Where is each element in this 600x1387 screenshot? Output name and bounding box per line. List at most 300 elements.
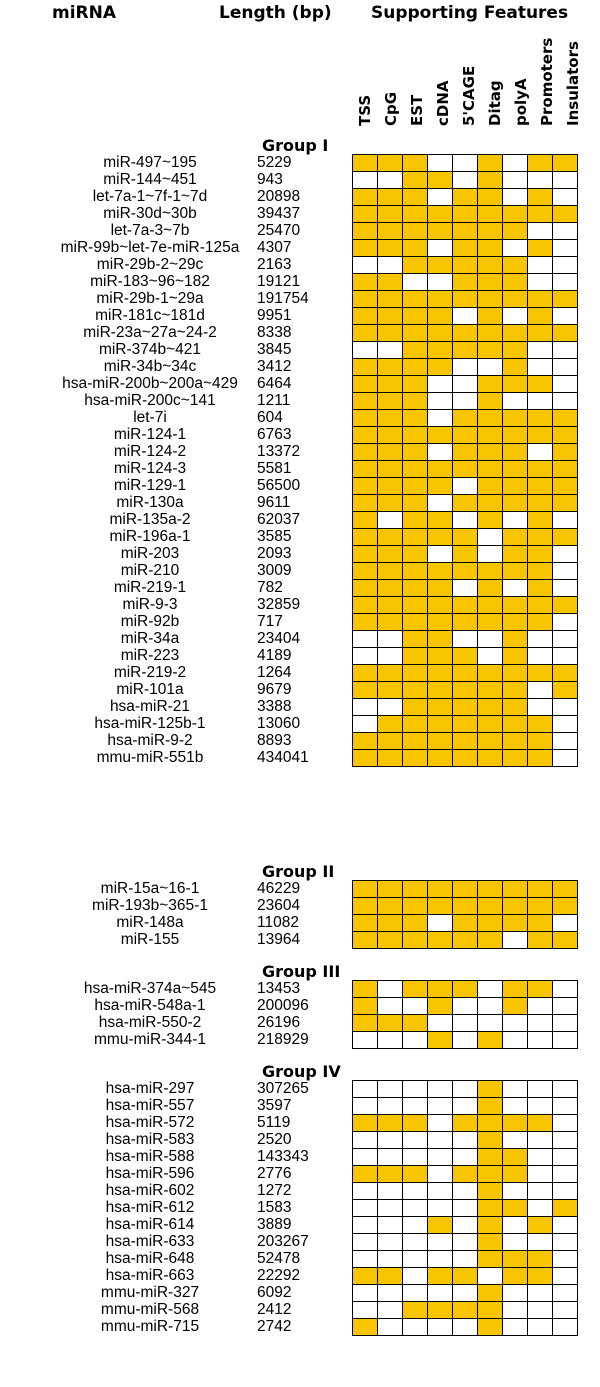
- feature-cell: [502, 1301, 528, 1319]
- feature-cell: [502, 1165, 528, 1183]
- feature-cell: [502, 324, 528, 342]
- feature-cell: [477, 443, 503, 461]
- feature-cell: [402, 1199, 428, 1217]
- mirna-name-text: hsa-miR-663: [105, 1267, 195, 1284]
- feature-cell: [377, 528, 403, 546]
- feature-cell: [527, 579, 553, 597]
- feature-cell: [527, 511, 553, 529]
- feature-cell: [477, 1097, 503, 1115]
- feature-cell: [377, 273, 403, 291]
- feature-cell: [502, 1233, 528, 1251]
- feature-cell: [452, 914, 478, 932]
- feature-cell: [402, 1182, 428, 1200]
- feature-cell: [402, 307, 428, 325]
- feature-cell: [402, 1216, 428, 1234]
- length-value: 9679: [257, 681, 292, 698]
- feature-cell: [352, 375, 378, 393]
- feature-cell: [527, 1165, 553, 1183]
- feature-cell: [427, 732, 453, 750]
- feature-cell: [427, 980, 453, 998]
- feature-cell: [427, 1080, 453, 1098]
- feature-cell: [377, 409, 403, 427]
- feature-cell: [477, 562, 503, 580]
- feature-cell: [352, 880, 378, 898]
- feature-cell: [502, 222, 528, 240]
- feature-cell: [402, 698, 428, 716]
- feature-cell: [552, 1031, 578, 1049]
- length-value: 2520: [257, 1131, 292, 1148]
- feature-cell: [352, 545, 378, 563]
- feature-cell: [452, 1284, 478, 1302]
- feature-cell: [477, 1165, 503, 1183]
- feature-cell: [452, 1182, 478, 1200]
- length-value: 143343: [257, 1148, 309, 1165]
- feature-cell: [552, 1267, 578, 1285]
- feature-cell: [402, 443, 428, 461]
- feature-cell: [452, 409, 478, 427]
- feature-cell: [502, 664, 528, 682]
- length-value: 22292: [257, 1267, 301, 1284]
- mirna-name-text: hsa-miR-596: [105, 1165, 195, 1182]
- feature-cell: [352, 1284, 378, 1302]
- feature-cell: [477, 613, 503, 631]
- feature-cell: [527, 545, 553, 563]
- mirna-name-text: hsa-miR-548a-1: [94, 997, 206, 1014]
- feature-cell: [477, 1199, 503, 1217]
- feature-cell: [377, 324, 403, 342]
- mirna-name-text: miR-144~451: [103, 171, 197, 188]
- feature-cell: [352, 980, 378, 998]
- feature-cell: [352, 1301, 378, 1319]
- feature-cell: [477, 1318, 503, 1336]
- feature-cell: [502, 1031, 528, 1049]
- feature-cell: [552, 880, 578, 898]
- feature-cell: [502, 1131, 528, 1149]
- feature-cell: [527, 528, 553, 546]
- feature-cell: [452, 980, 478, 998]
- length-value: 3845: [257, 341, 292, 358]
- feature-cell: [527, 256, 553, 274]
- mirna-name-text: miR-219-1: [113, 579, 187, 596]
- feature-cell: [352, 1318, 378, 1336]
- feature-cell: [452, 324, 478, 342]
- feature-cell: [377, 460, 403, 478]
- feature-cell: [527, 154, 553, 172]
- feature-cell: [502, 630, 528, 648]
- feature-cell: [452, 545, 478, 563]
- feature-cell: [427, 664, 453, 682]
- feature-cell: [502, 358, 528, 376]
- feature-cell: [427, 897, 453, 915]
- feature-cell: [452, 307, 478, 325]
- mirna-name-text: hsa-miR-125b-1: [94, 715, 206, 732]
- mirna-name-text: miR-34b~34c: [103, 358, 197, 375]
- mirna-name-text: hsa-miR-297: [105, 1080, 195, 1097]
- length-value: 307265: [257, 1080, 309, 1097]
- feature-cell: [402, 647, 428, 665]
- group-title: Group III: [262, 962, 341, 981]
- feature-cell: [527, 443, 553, 461]
- length-value: 3412: [257, 358, 292, 375]
- feature-cell: [377, 1114, 403, 1132]
- feature-cell: [552, 1199, 578, 1217]
- feature-cell: [552, 613, 578, 631]
- feature-cell: [527, 1216, 553, 1234]
- length-value: 23404: [257, 630, 301, 647]
- feature-cell: [477, 324, 503, 342]
- length-value: 8338: [257, 324, 292, 341]
- group-title: Group I: [262, 136, 329, 155]
- feature-cell: [527, 341, 553, 359]
- feature-cell: [552, 290, 578, 308]
- feature-cell: [427, 239, 453, 257]
- feature-cell: [352, 205, 378, 223]
- feature-cell: [427, 579, 453, 597]
- mirna-name-text: miR-23a~27a~24-2: [83, 324, 217, 341]
- feature-cell: [502, 409, 528, 427]
- feature-cell: [377, 1182, 403, 1200]
- feature-cell: [502, 307, 528, 325]
- feature-cell: [377, 188, 403, 206]
- feature-cell: [427, 630, 453, 648]
- mirna-name-text: miR-223: [120, 647, 180, 664]
- feature-cell: [502, 596, 528, 614]
- feature-cell: [552, 154, 578, 172]
- feature-cell: [527, 222, 553, 240]
- feature-cell: [502, 1267, 528, 1285]
- feature-cell: [377, 256, 403, 274]
- mirna-name-text: miR-9-3: [122, 596, 178, 613]
- length-value: 56500: [257, 477, 301, 494]
- mirna-name-text: hsa-miR-572: [105, 1114, 195, 1131]
- feature-cell: [427, 375, 453, 393]
- feature-cell: [552, 698, 578, 716]
- feature-cell: [527, 171, 553, 189]
- feature-cell: [402, 256, 428, 274]
- feature-cell: [352, 171, 378, 189]
- feature-cell: [502, 997, 528, 1015]
- length-value: 13453: [257, 980, 301, 997]
- feature-cell: [502, 1114, 528, 1132]
- feature-cell: [377, 545, 403, 563]
- feature-cell: [427, 188, 453, 206]
- feature-cell: [352, 1216, 378, 1234]
- feature-cell: [502, 341, 528, 359]
- length-value: 20898: [257, 188, 301, 205]
- feature-cell: [527, 409, 553, 427]
- feature-cell: [427, 681, 453, 699]
- feature-cell: [477, 290, 503, 308]
- feature-cell: [527, 375, 553, 393]
- feature-cell: [502, 1216, 528, 1234]
- mirna-name-text: miR-92b: [120, 613, 180, 630]
- feature-cell: [377, 443, 403, 461]
- length-value: 39437: [257, 205, 301, 222]
- feature-cell: [502, 1182, 528, 1200]
- feature-cell: [477, 596, 503, 614]
- length-value: 25470: [257, 222, 301, 239]
- feature-cell: [477, 409, 503, 427]
- feature-cell: [352, 1114, 378, 1132]
- feature-cell: [402, 1250, 428, 1268]
- feature-cell: [377, 914, 403, 932]
- feature-cell: [452, 290, 478, 308]
- feature-cell: [427, 1267, 453, 1285]
- feature-cell: [527, 880, 553, 898]
- feature-cell: [527, 997, 553, 1015]
- feature-cell: [527, 980, 553, 998]
- feature-cell: [502, 239, 528, 257]
- feature-cell: [552, 409, 578, 427]
- feature-cell: [402, 562, 428, 580]
- feature-cell: [377, 562, 403, 580]
- mirna-name-text: mmu-miR-551b: [96, 749, 204, 766]
- mirna-name-text: miR-135a-2: [109, 511, 191, 528]
- feature-cell: [377, 341, 403, 359]
- feature-cell: [552, 341, 578, 359]
- feature-cell: [527, 1031, 553, 1049]
- feature-cell: [477, 1182, 503, 1200]
- feature-cell: [502, 392, 528, 410]
- feature-cell: [552, 1014, 578, 1032]
- feature-cell: [452, 1165, 478, 1183]
- feature-cell: [527, 1199, 553, 1217]
- feature-label-3: cDNA: [434, 80, 452, 126]
- feature-cell: [427, 528, 453, 546]
- feature-cell: [377, 239, 403, 257]
- feature-cell: [352, 154, 378, 172]
- feature-cell: [352, 596, 378, 614]
- length-value: 434041: [257, 749, 309, 766]
- feature-label-2: EST: [408, 94, 426, 126]
- feature-cell: [402, 880, 428, 898]
- feature-cell: [402, 324, 428, 342]
- feature-cell: [552, 715, 578, 733]
- feature-cell: [352, 528, 378, 546]
- feature-cell: [477, 749, 503, 767]
- feature-cell: [402, 545, 428, 563]
- feature-cell: [477, 375, 503, 393]
- length-value: 203267: [257, 1233, 309, 1250]
- feature-cell: [527, 358, 553, 376]
- feature-cell: [377, 664, 403, 682]
- feature-cell: [377, 1097, 403, 1115]
- feature-cell: [377, 1031, 403, 1049]
- feature-cell: [352, 1080, 378, 1098]
- feature-cell: [452, 392, 478, 410]
- feature-cell: [552, 647, 578, 665]
- feature-cell: [477, 997, 503, 1015]
- feature-cell: [502, 1284, 528, 1302]
- length-value: 6464: [257, 375, 292, 392]
- feature-cell: [452, 613, 478, 631]
- feature-cell: [427, 715, 453, 733]
- feature-cell: [552, 239, 578, 257]
- feature-cell: [477, 239, 503, 257]
- feature-cell: [527, 897, 553, 915]
- feature-cell: [502, 273, 528, 291]
- feature-cell: [477, 273, 503, 291]
- feature-label-7: Promoters: [538, 37, 556, 126]
- feature-cell: [502, 715, 528, 733]
- mirna-name-text: miR-30d~30b: [103, 205, 197, 222]
- mirna-name-text: mmu-miR-344-1: [94, 1031, 206, 1048]
- feature-cell: [527, 1182, 553, 1200]
- feature-cell: [377, 1131, 403, 1149]
- feature-cell: [377, 596, 403, 614]
- feature-cell: [427, 1233, 453, 1251]
- feature-cell: [502, 511, 528, 529]
- feature-cell: [452, 494, 478, 512]
- feature-cell: [427, 997, 453, 1015]
- feature-cell: [502, 1080, 528, 1098]
- feature-cell: [427, 698, 453, 716]
- feature-cell: [427, 171, 453, 189]
- feature-cell: [427, 341, 453, 359]
- feature-cell: [477, 494, 503, 512]
- feature-cell: [427, 256, 453, 274]
- feature-cell: [552, 897, 578, 915]
- feature-cell: [352, 307, 378, 325]
- feature-label-0: TSS: [356, 94, 374, 126]
- feature-cell: [552, 171, 578, 189]
- feature-cell: [452, 528, 478, 546]
- feature-cell: [552, 980, 578, 998]
- feature-cell: [477, 545, 503, 563]
- length-value: 6092: [257, 1284, 292, 1301]
- feature-label-6: polyA: [512, 78, 530, 126]
- feature-cell: [427, 290, 453, 308]
- length-value: 5229: [257, 154, 292, 171]
- feature-cell: [502, 897, 528, 915]
- feature-cell: [552, 324, 578, 342]
- feature-cell: [502, 171, 528, 189]
- feature-cell: [427, 494, 453, 512]
- mirna-name-text: hsa-miR-614: [105, 1216, 195, 1233]
- feature-cell: [452, 460, 478, 478]
- feature-cell: [402, 358, 428, 376]
- feature-cell: [552, 1216, 578, 1234]
- feature-cell: [427, 647, 453, 665]
- feature-cell: [352, 749, 378, 767]
- feature-cell: [552, 358, 578, 376]
- feature-cell: [402, 511, 428, 529]
- feature-cell: [427, 1318, 453, 1336]
- feature-cell: [402, 1267, 428, 1285]
- feature-cell: [377, 647, 403, 665]
- feature-cell: [427, 273, 453, 291]
- mirna-name-text: let-7a-1~7f-1~7d: [92, 188, 208, 205]
- mirna-name-text: miR-374b~421: [98, 341, 202, 358]
- feature-cell: [352, 647, 378, 665]
- feature-cell: [352, 511, 378, 529]
- feature-cell: [402, 980, 428, 998]
- feature-cell: [527, 914, 553, 932]
- feature-cell: [452, 630, 478, 648]
- length-value: 2742: [257, 1318, 292, 1335]
- feature-cell: [352, 1233, 378, 1251]
- feature-cell: [352, 273, 378, 291]
- length-value: 13372: [257, 443, 301, 460]
- feature-cell: [502, 698, 528, 716]
- length-value: 1264: [257, 664, 292, 681]
- feature-cell: [452, 358, 478, 376]
- feature-cell: [352, 715, 378, 733]
- feature-cell: [552, 1233, 578, 1251]
- feature-cell: [477, 647, 503, 665]
- length-value: 23604: [257, 897, 301, 914]
- feature-cell: [477, 1148, 503, 1166]
- feature-cell: [552, 1182, 578, 1200]
- feature-cell: [502, 375, 528, 393]
- feature-cell: [527, 664, 553, 682]
- feature-cell: [352, 222, 378, 240]
- feature-cell: [352, 732, 378, 750]
- feature-cell: [452, 664, 478, 682]
- feature-cell: [377, 1165, 403, 1183]
- feature-cell: [377, 897, 403, 915]
- feature-cell: [527, 324, 553, 342]
- feature-cell: [452, 897, 478, 915]
- feature-cell: [502, 749, 528, 767]
- feature-cell: [377, 358, 403, 376]
- feature-cell: [352, 358, 378, 376]
- feature-cell: [527, 715, 553, 733]
- feature-cell: [477, 1080, 503, 1098]
- feature-cell: [477, 931, 503, 949]
- length-value: 3585: [257, 528, 292, 545]
- feature-cell: [552, 545, 578, 563]
- mirna-name-text: miR-15a~16-1: [100, 880, 200, 897]
- feature-cell: [427, 545, 453, 563]
- feature-cell: [502, 188, 528, 206]
- feature-cell: [552, 528, 578, 546]
- feature-cell: [527, 1301, 553, 1319]
- feature-cell: [452, 1080, 478, 1098]
- feature-cell: [452, 1199, 478, 1217]
- feature-cell: [502, 931, 528, 949]
- length-value: 191754: [257, 290, 309, 307]
- feature-cell: [402, 732, 428, 750]
- feature-cell: [402, 426, 428, 444]
- feature-cell: [552, 307, 578, 325]
- feature-cell: [377, 171, 403, 189]
- header-length: Length (bp): [219, 3, 332, 23]
- feature-cell: [377, 426, 403, 444]
- feature-cell: [552, 477, 578, 495]
- feature-cell: [552, 732, 578, 750]
- feature-cell: [502, 647, 528, 665]
- mirna-name-text: hsa-miR-200b~200a~429: [62, 375, 238, 392]
- feature-cell: [377, 1216, 403, 1234]
- feature-cell: [552, 1165, 578, 1183]
- mirna-name-text: mmu-miR-327: [100, 1284, 200, 1301]
- feature-cell: [427, 1165, 453, 1183]
- feature-cell: [527, 1284, 553, 1302]
- feature-cell: [427, 1182, 453, 1200]
- feature-cell: [352, 1199, 378, 1217]
- feature-cell: [377, 1080, 403, 1098]
- mirna-name-text: hsa-miR-633: [105, 1233, 195, 1250]
- feature-cell: [352, 341, 378, 359]
- feature-cell: [552, 664, 578, 682]
- feature-cell: [477, 358, 503, 376]
- feature-cell: [502, 1014, 528, 1032]
- feature-cell: [377, 997, 403, 1015]
- length-value: 3009: [257, 562, 292, 579]
- feature-cell: [527, 460, 553, 478]
- feature-cell: [427, 1250, 453, 1268]
